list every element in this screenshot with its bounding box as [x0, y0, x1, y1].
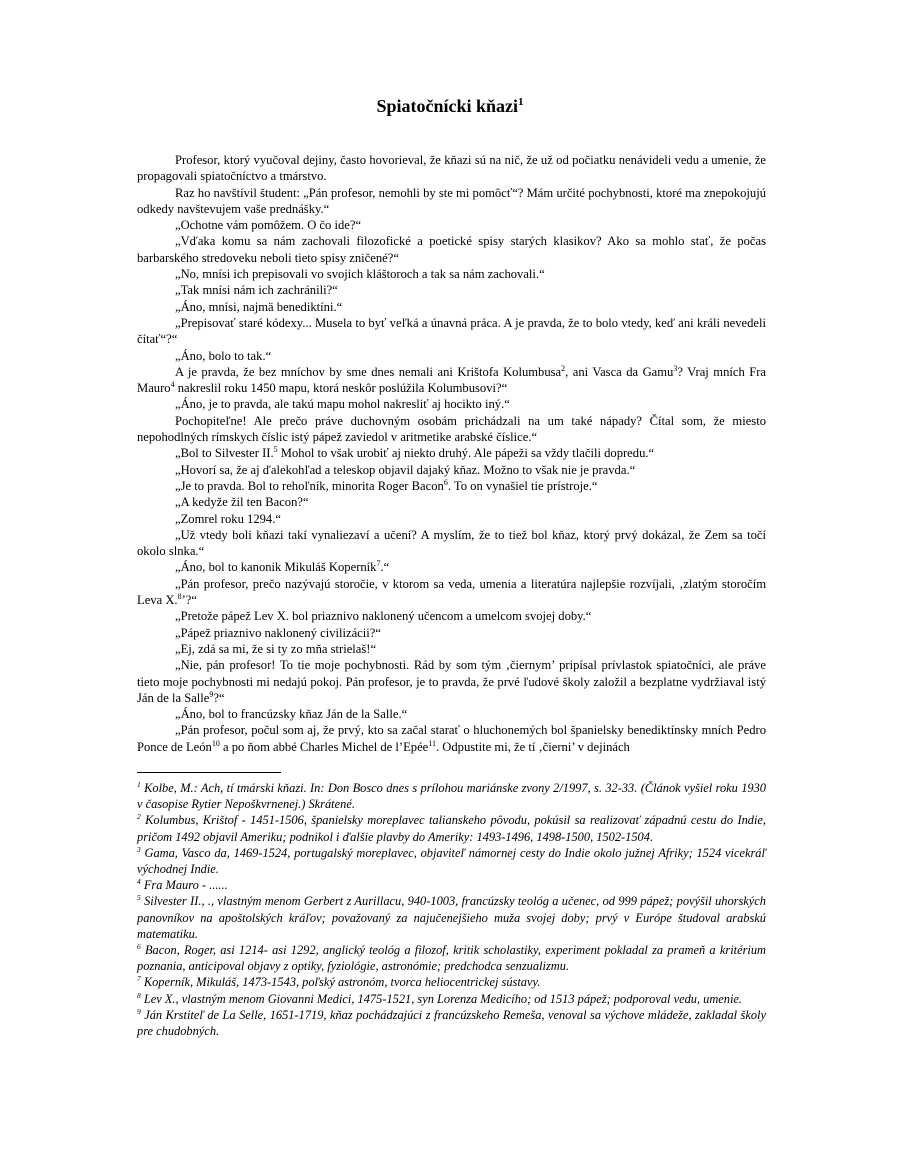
paragraph	[137, 527, 766, 560]
paragraph	[137, 364, 766, 397]
paragraph	[137, 233, 766, 266]
footnote	[137, 942, 766, 974]
paragraph-text: „Ej, zdá sa mi, že si ty zo mňa strielaš!“	[175, 641, 377, 656]
footnote-text: Gama, Vasco da, 1469-1524, portugalský moreplavec, objaviteľ námornej cesty do Indie okolo južnej Afriky; 1524 vicekráľ východnej Indie.	[137, 845, 766, 877]
paragraph-text: „Áno, mnísi, najmä benediktíni.“	[175, 299, 343, 314]
footnote-number: 6	[137, 941, 141, 951]
footnote	[137, 974, 766, 990]
paragraph	[137, 217, 766, 233]
footnote-ref: 2	[561, 363, 566, 373]
paragraph-text: „Áno, je to pravda, ale takú mapu mohol nakresliť aj hocikto iný.“	[175, 397, 510, 412]
footnote-ref: 7	[376, 559, 381, 569]
footnote-number: 9	[137, 1006, 141, 1016]
paragraph	[137, 641, 766, 657]
footnote	[137, 991, 766, 1007]
footnote-text: Lev X., vlastným menom Giovanni Medici, 1475-1521, syn Lorenza Medicího; od 1513 pápež; podporoval vedu, umenie.	[140, 991, 743, 1006]
footnote-text: Kolbe, M.: Ach, tí tmárski kňazi. In: Don Bosco dnes s prílohou mariánske zvony 2/1997, s. 32-33. (Článok vyšiel roku 1930 v časopise Rytier Nepoškvrnenej.) Skrátené.	[137, 781, 766, 812]
paragraph-text: „Tak mnísi nám ich zachránili?“	[175, 283, 338, 298]
footnote	[137, 812, 766, 844]
footnote-ref: 8	[177, 591, 182, 601]
footnote-ref: 4	[170, 379, 175, 389]
footnote	[137, 1007, 766, 1039]
paragraph-text: nakreslil roku 1450 mapu, ktorá neskôr poslúžila Kolumbusovi?“	[174, 381, 508, 396]
footnote-text: Koperník, Mikuláš, 1473-1543, poľský astronóm, tvorca heliocentrickej sústavy.	[140, 975, 541, 990]
paragraph-text: „Pán profesor, počul som aj, že prvý, kto sa začal starať o hluchonemých bol španielsky benediktínsky mních Pedro Ponce de León	[137, 723, 766, 754]
footnote-ref: 3	[673, 363, 678, 373]
paragraph-text: „Vďaka komu sa nám zachovali filozofické a poetické spisy starých klasikov? Ako sa mohlo stať, že počas barbarského stredoveku neboli tieto spisy zničené?“	[137, 234, 766, 265]
paragraph-text: „Ochotne vám pomôžem. O čo ide?“	[175, 218, 362, 233]
paragraph	[137, 657, 766, 706]
paragraph	[137, 413, 766, 446]
paragraph-text: „Bol to Silvester II.	[175, 446, 274, 461]
footnote-text: Silvester II., ., vlastným menom Gerbert z Aurillacu, 940-1003, francúzsky teológ a učenec, od 999 pápež; povýšil uhorských panovníkov na apoštolských kráľov; považovaný za najučenejšieho muža svojej doby; prvý v Európe študoval arabskú matematiku.	[137, 894, 766, 941]
paragraph-text: Pochopiteľne! Ale prečo práve duchovným osobám prichádzali na um také nápady? Čítal som, že miesto nepohodlných rímskych číslic istý pápež zaviedol v aritmetike arabské číslice.“	[137, 413, 766, 445]
paragraph-text: „Už vtedy boli kňazi takí vynaliezaví a učení? A myslím, že to tiež bol kňaz, ktorý prvý dokázal, že Zem sa točí okolo slnka.“	[137, 527, 766, 559]
footnote	[137, 780, 766, 812]
paragraph	[137, 152, 766, 185]
paragraph	[137, 396, 766, 412]
footnote-text: Fra Mauro - ......	[140, 878, 228, 893]
paragraph	[137, 282, 766, 298]
paragraph-text: ? Vraj mních Fra Mauro	[137, 364, 766, 396]
paragraph-text: „Zomrel roku 1294.“	[175, 511, 281, 526]
paragraph-text: „Pápež priaznivo naklonený civilizácii?“	[175, 625, 381, 640]
paragraph	[137, 348, 766, 364]
footnote-ref: 10	[211, 738, 220, 748]
paragraph	[137, 494, 766, 510]
paragraph-text: Mohol to však urobiť aj niekto druhý. Ale pápeži sa vždy tlačili dopredu.“	[277, 446, 655, 461]
document-title	[0, 96, 900, 117]
footnote-ref: 5	[273, 445, 278, 455]
paragraph-text: , ani Vasca da Gamu	[565, 364, 674, 379]
paragraph-text: ?“	[213, 690, 225, 705]
footnotes	[137, 780, 766, 1039]
paragraph	[137, 478, 766, 494]
paragraph-text: „No, mnísi ich prepisovali vo svojich kláštoroch a tak sa nám zachovali.“	[175, 267, 545, 282]
paragraph-text: ’?“	[181, 593, 197, 608]
footnote-text: Kolumbus, Krištof - 1451-1506, španielsky moreplavec talianskeho pôvodu, pokúsil sa realizovať západnú cestu do Indie, pričom 1492 objavil Ameriku; podnikol i ďalšie plavby do Ameriky: 1493-1496, 1498-1500, 1502-1504.	[137, 813, 766, 844]
footnote-number: 7	[137, 974, 141, 984]
article-body	[137, 152, 766, 755]
paragraph	[137, 559, 766, 575]
paragraph	[137, 511, 766, 527]
paragraph-text: A je pravda, že bez mníchov by sme dnes nemali ani Krištofa Kolumbusa	[175, 364, 562, 379]
paragraph	[137, 608, 766, 624]
paragraph	[137, 462, 766, 478]
paragraph-text: „A kedyže žil ten Bacon?“	[175, 495, 309, 510]
footnote-ref: 9	[209, 689, 214, 699]
paragraph	[137, 299, 766, 315]
title-text: Spiatočnícki kňazi	[376, 96, 519, 116]
footnote-number: 2	[137, 812, 141, 822]
footnote	[137, 893, 766, 942]
paragraph-text: Profesor, ktorý vyučoval dejiny, často hovorieval, že kňazi sú na nič, že už od počiatku nenávideli vedu a umenie, že propagovali spiatočníctvo a tmárstvo.	[137, 153, 766, 184]
footnote-ref: 11	[428, 738, 436, 748]
footnote-ref: 6	[443, 477, 448, 487]
paragraph-text: a po ňom abbé Charles Michel de l’Epée	[219, 739, 429, 754]
footnote-number: 4	[137, 877, 141, 887]
footnote-number: 1	[137, 779, 141, 789]
paragraph	[137, 706, 766, 722]
paragraph	[137, 315, 766, 348]
paragraph	[137, 185, 766, 218]
paragraph-text: Raz ho navštívil študent: „Pán profesor, nemohli by ste mi pomôcť“? Mám určité pochybnosti, ktoré ma znepokojujú odkedy navštevujem vaše prednášky.“	[137, 185, 766, 216]
paragraph	[137, 722, 766, 755]
paragraph-text: „Prepisovať staré kódexy... Musela to byť veľká a únavná práca. A je pravda, že to bolo vtedy, keď ani králi nevedeli čítať“?“	[137, 315, 766, 347]
paragraph-text: .“	[380, 560, 390, 575]
paragraph-text: „Áno, bolo to tak.“	[175, 348, 272, 363]
paragraph	[137, 445, 766, 461]
footnote-number: 3	[137, 844, 141, 854]
footnote-text: Ján Krstiteľ de La Selle, 1651-1719, kňaz pochádzajúci z francúzskeho Remeša, venoval sa výchove mládeže, zakladal školy pre chudobných.	[137, 1007, 766, 1039]
footnote-number: 5	[137, 893, 141, 903]
title-footnote-ref: 1	[518, 96, 524, 108]
footnote-text: Bacon, Roger, asi 1214- asi 1292, anglický teológ a filozof, kritik scholastiky, experiment pokladal za prameň a kritérium poznania, anticipoval objavy z optiky, fyziológie, astronómie; predchodca senzualizmu.	[137, 943, 766, 974]
paragraph-text: „Áno, bol to kanonik Mikuláš Koperník	[175, 560, 377, 575]
footnote-separator	[137, 772, 281, 773]
footnote-number: 8	[137, 990, 141, 1000]
paragraph-text: „Je to pravda. Bol to rehoľník, minorita Roger Bacon	[175, 478, 444, 493]
paragraph	[137, 625, 766, 641]
paragraph-text: . To on vynašiel tie prístroje.“	[447, 478, 598, 493]
paragraph-text: „Pán profesor, prečo nazývajú storočie, v ktorom sa veda, umenia a literatúra najlepšie rozvíjali, ‚zlatým storočím Leva X.	[137, 576, 766, 608]
footnote	[137, 845, 766, 877]
paragraph-text: „Áno, bol to francúzsky kňaz Ján de la Salle.“	[175, 707, 408, 722]
paragraph	[137, 266, 766, 282]
paragraph	[137, 576, 766, 609]
paragraph-text: . Odpustite mi, že tí ‚čierni’ v dejinách	[435, 739, 630, 754]
paragraph-text: „Nie, pán profesor! To tie moje pochybnosti. Rád by som tým ‚čiernym’ pripísal prívlastok spiatočníci, ale práve tieto moje pochybnosti mi nedajú pokoj. Pán profesor, je to pravda, že prvé ľudové školy založil a bezplatne vydržiaval istý Ján de la Salle	[137, 658, 766, 705]
paragraph-text: „Pretože pápež Lev X. bol priaznivo naklonený učencom a umelcom svojej doby.“	[175, 609, 592, 624]
paragraph-text: „Hovorí sa, že aj ďalekohľad a teleskop objavil dajaký kňaz. Možno to však nie je pravda.“	[175, 462, 636, 477]
footnote	[137, 877, 766, 893]
